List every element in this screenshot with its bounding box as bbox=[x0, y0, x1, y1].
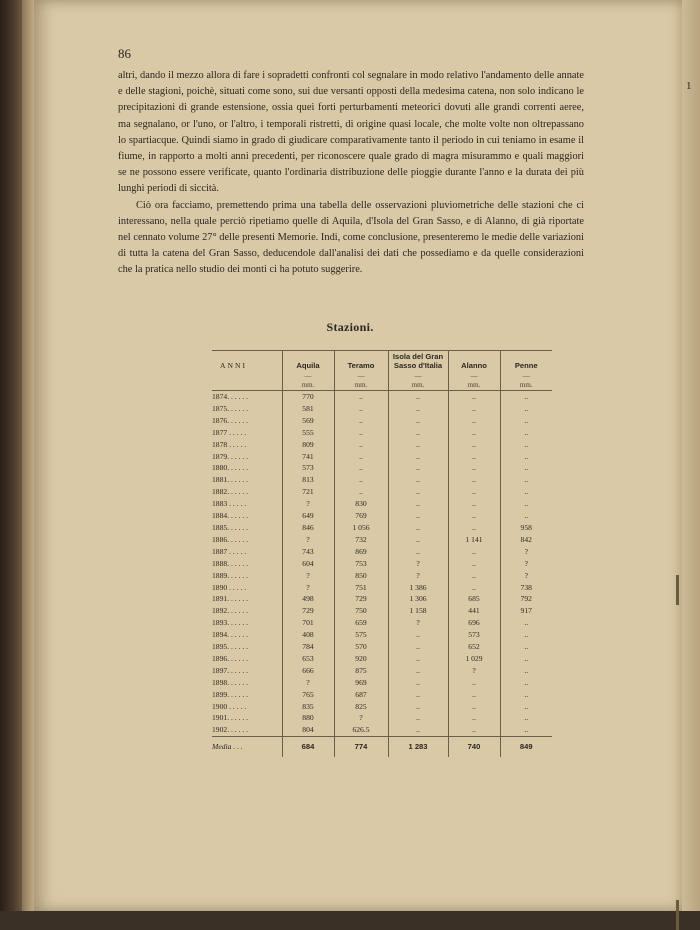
year-cell: 1875. . . . . . bbox=[212, 403, 249, 413]
value-cell: 1 306 bbox=[388, 593, 448, 605]
value-cell: 696 bbox=[448, 617, 500, 629]
table-row bbox=[212, 701, 552, 713]
value-cell: .. bbox=[388, 712, 448, 724]
value-cell: .. bbox=[500, 665, 552, 677]
year-cell: 1881. . . . . . bbox=[212, 475, 249, 485]
value-cell: .. bbox=[388, 498, 448, 510]
value-cell: 652 bbox=[448, 641, 500, 653]
year-cell: 1897. . . . . . bbox=[212, 665, 249, 675]
year-cell: 1889. . . . . . bbox=[212, 570, 249, 580]
value-cell: ? bbox=[388, 617, 448, 629]
table-row bbox=[212, 510, 552, 522]
value-cell: 753 bbox=[334, 558, 388, 570]
year-cell: 1882. . . . . . bbox=[212, 487, 249, 497]
table-row bbox=[212, 570, 552, 582]
table-row bbox=[212, 653, 552, 665]
value-cell: 604 bbox=[282, 558, 334, 570]
value-cell: .. bbox=[334, 439, 388, 451]
value-cell: ? bbox=[334, 712, 388, 724]
value-cell: .. bbox=[500, 712, 552, 724]
value-cell: .. bbox=[388, 403, 448, 415]
value-cell: 732 bbox=[334, 534, 388, 546]
value-cell: .. bbox=[388, 665, 448, 677]
value-cell: 842 bbox=[500, 534, 552, 546]
table-row bbox=[212, 546, 552, 558]
next-page-edge bbox=[682, 0, 700, 911]
table-row bbox=[212, 712, 552, 724]
value-cell: 649 bbox=[282, 510, 334, 522]
value-cell: .. bbox=[388, 474, 448, 486]
value-cell: .. bbox=[388, 534, 448, 546]
mean-value: 1 283 bbox=[388, 737, 448, 758]
value-cell: .. bbox=[334, 462, 388, 474]
value-cell: .. bbox=[448, 451, 500, 463]
table-title: Stazioni. bbox=[326, 320, 374, 334]
table-row bbox=[212, 498, 552, 510]
value-cell: .. bbox=[500, 701, 552, 713]
value-cell: .. bbox=[388, 677, 448, 689]
value-cell: .. bbox=[500, 724, 552, 736]
year-cell: 1893. . . . . . bbox=[212, 618, 249, 628]
value-cell: .. bbox=[388, 701, 448, 713]
page-number: 86 bbox=[118, 46, 131, 61]
value-cell: .. bbox=[334, 391, 388, 403]
paragraph: altri, dando il mezzo allora di fare i sopradetti confronti col segnalare in modo relativo l'andamento delle annate e delle stagioni, poichè, situati come sono, sui due versanti opposti della medesima catena, non solo indicano le precipitazioni di grande estensione, ossia quei forti perturbamenti meteorici dovuti alle grandi correnti aeree, ma segnalano, or l'uno, or l'altro, i temporali ristretti, di origine quasi locale, che molte volte non oltrepassano lo spartiacque. Quindi siamo in grado di giudicare comparativamente tanto il periodo in cui teniamo in esame il fiume, in rapporto a molti anni precedenti, per riconoscere quale grado di magra misurammo e quali maggiori se ne possono essere verificate, quanto l'ordinaria distribuzione delle pioggie durante l'anno e la durata dei più lunghi periodi di siccità. bbox=[118, 70, 584, 195]
year-cell: 1879. . . . . . bbox=[212, 451, 249, 461]
value-cell: .. bbox=[448, 439, 500, 451]
value-cell: .. bbox=[448, 415, 500, 427]
year-cell: 1886. . . . . . bbox=[212, 534, 249, 544]
value-cell: ? bbox=[500, 570, 552, 582]
mean-value: 740 bbox=[448, 737, 500, 758]
value-cell: ? bbox=[282, 677, 334, 689]
value-cell: 741 bbox=[282, 451, 334, 463]
value-cell: 1 386 bbox=[388, 582, 448, 594]
value-cell: .. bbox=[448, 522, 500, 534]
value-cell: .. bbox=[500, 403, 552, 415]
value-cell: .. bbox=[448, 701, 500, 713]
unit-cell: — mm. bbox=[282, 372, 334, 391]
year-cell: 1891. . . . . . bbox=[212, 594, 249, 604]
value-cell: 581 bbox=[282, 403, 334, 415]
value-cell: ? bbox=[388, 570, 448, 582]
value-cell: 687 bbox=[334, 689, 388, 701]
value-cell: .. bbox=[388, 629, 448, 641]
body-text bbox=[118, 68, 584, 279]
column-header: Aquila bbox=[282, 351, 334, 373]
value-cell: ? bbox=[388, 558, 448, 570]
year-cell: 1887 . . . . . bbox=[212, 546, 247, 556]
value-cell: 575 bbox=[334, 629, 388, 641]
value-cell: .. bbox=[500, 677, 552, 689]
value-cell: .. bbox=[500, 415, 552, 427]
value-cell: 498 bbox=[282, 593, 334, 605]
value-cell: 573 bbox=[282, 462, 334, 474]
column-header: Alanno bbox=[448, 351, 500, 373]
mean-value: 849 bbox=[500, 737, 552, 758]
table-row bbox=[212, 451, 552, 463]
value-cell: 1 056 bbox=[334, 522, 388, 534]
table-row bbox=[212, 582, 552, 594]
table-row bbox=[212, 474, 552, 486]
value-cell: 770 bbox=[282, 391, 334, 403]
column-header: Teramo bbox=[334, 351, 388, 373]
year-cell: 1888. . . . . . bbox=[212, 558, 249, 568]
book-spine bbox=[0, 0, 22, 911]
value-cell: .. bbox=[388, 451, 448, 463]
margin-tick bbox=[676, 900, 679, 930]
value-cell: ? bbox=[282, 498, 334, 510]
unit-cell: — mm. bbox=[500, 372, 552, 391]
year-cell: 1900 . . . . . bbox=[212, 701, 247, 711]
mean-row bbox=[212, 737, 552, 758]
value-cell: 653 bbox=[282, 653, 334, 665]
column-header: Penne bbox=[500, 351, 552, 373]
column-header: Isola del Gran Sasso d'Italia bbox=[388, 351, 448, 373]
value-cell: 920 bbox=[334, 653, 388, 665]
column-header-years: ANNI bbox=[212, 351, 282, 373]
table-row bbox=[212, 689, 552, 701]
value-cell: .. bbox=[500, 498, 552, 510]
value-cell: .. bbox=[334, 403, 388, 415]
unit-cell: — mm. bbox=[334, 372, 388, 391]
value-cell: ? bbox=[500, 546, 552, 558]
value-cell: .. bbox=[388, 641, 448, 653]
year-cell: 1884. . . . . . bbox=[212, 511, 249, 521]
year-cell: 1901. . . . . . bbox=[212, 713, 249, 723]
value-cell: 880 bbox=[282, 712, 334, 724]
value-cell: 701 bbox=[282, 617, 334, 629]
value-cell: .. bbox=[448, 546, 500, 558]
value-cell: .. bbox=[500, 391, 552, 403]
value-cell: 685 bbox=[448, 593, 500, 605]
value-cell: .. bbox=[448, 403, 500, 415]
table-row bbox=[212, 677, 552, 689]
value-cell: .. bbox=[500, 439, 552, 451]
value-cell: 441 bbox=[448, 605, 500, 617]
value-cell: .. bbox=[388, 462, 448, 474]
value-cell: 804 bbox=[282, 724, 334, 736]
unit-blank bbox=[212, 372, 282, 391]
value-cell: .. bbox=[500, 617, 552, 629]
value-cell: .. bbox=[388, 439, 448, 451]
value-cell: .. bbox=[500, 629, 552, 641]
value-cell: .. bbox=[448, 391, 500, 403]
paragraph: Ciò ora facciamo, premettendo prima una tabella delle osservazioni pluviometriche delle stazioni che ci interessano, nella quale perciò ripetiamo quelle di Aquila, d'Isola del Gran Sasso, e di Alanno, di già riportate nel cennato volume 27° delle presenti Memorie. Indi, come conclusione, presenteremo le medie delle variazioni di tutta la catena del Gran Sasso, deducendole dall'analisi dei dati che possediamo e da quelle considerazioni che la pratica nello studio dei monti ci ha potuto suggerire. bbox=[118, 199, 584, 276]
table-row bbox=[212, 403, 552, 415]
table-row bbox=[212, 486, 552, 498]
table-row bbox=[212, 665, 552, 677]
value-cell: 555 bbox=[282, 427, 334, 439]
value-cell: 958 bbox=[500, 522, 552, 534]
year-cell: 1898. . . . . . bbox=[212, 677, 249, 687]
value-cell: 784 bbox=[282, 641, 334, 653]
value-cell: .. bbox=[448, 712, 500, 724]
value-cell: 765 bbox=[282, 689, 334, 701]
value-cell: .. bbox=[448, 582, 500, 594]
year-cell: 1892. . . . . . bbox=[212, 606, 249, 616]
value-cell: 729 bbox=[282, 605, 334, 617]
mean-value: 684 bbox=[282, 737, 334, 758]
margin-mark: 1 bbox=[686, 80, 692, 92]
value-cell: 729 bbox=[334, 593, 388, 605]
value-cell: .. bbox=[448, 677, 500, 689]
value-cell: .. bbox=[448, 427, 500, 439]
value-cell: .. bbox=[334, 486, 388, 498]
value-cell: .. bbox=[500, 486, 552, 498]
value-cell: 573 bbox=[448, 629, 500, 641]
year-cell: 1896. . . . . . bbox=[212, 653, 249, 663]
table-row bbox=[212, 439, 552, 451]
year-cell: 1877 . . . . . bbox=[212, 427, 247, 437]
table-row bbox=[212, 629, 552, 641]
value-cell: .. bbox=[334, 474, 388, 486]
value-cell: .. bbox=[388, 724, 448, 736]
value-cell: 792 bbox=[500, 593, 552, 605]
value-cell: .. bbox=[334, 427, 388, 439]
value-cell: .. bbox=[388, 653, 448, 665]
year-cell: 1883 . . . . . bbox=[212, 499, 247, 509]
value-cell: .. bbox=[448, 498, 500, 510]
value-cell: 825 bbox=[334, 701, 388, 713]
value-cell: .. bbox=[500, 451, 552, 463]
year-cell: 1880. . . . . . bbox=[212, 463, 249, 473]
value-cell: 869 bbox=[334, 546, 388, 558]
value-cell: .. bbox=[500, 462, 552, 474]
unit-cell: — mm. bbox=[448, 372, 500, 391]
value-cell: 659 bbox=[334, 617, 388, 629]
value-cell: .. bbox=[500, 641, 552, 653]
table-row bbox=[212, 617, 552, 629]
value-cell: .. bbox=[388, 522, 448, 534]
value-cell: 408 bbox=[282, 629, 334, 641]
mean-value: 774 bbox=[334, 737, 388, 758]
value-cell: 569 bbox=[282, 415, 334, 427]
year-cell: 1874. . . . . . bbox=[212, 392, 249, 401]
value-cell: .. bbox=[500, 474, 552, 486]
value-cell: .. bbox=[388, 415, 448, 427]
year-cell: 1885. . . . . . bbox=[212, 522, 249, 532]
table-row bbox=[212, 462, 552, 474]
year-cell: 1894. . . . . . bbox=[212, 630, 249, 640]
table-row bbox=[212, 593, 552, 605]
value-cell: 769 bbox=[334, 510, 388, 522]
value-cell: ? bbox=[448, 665, 500, 677]
value-cell: .. bbox=[388, 510, 448, 522]
value-cell: .. bbox=[448, 570, 500, 582]
value-cell: ? bbox=[282, 582, 334, 594]
value-cell: .. bbox=[448, 486, 500, 498]
value-cell: 750 bbox=[334, 605, 388, 617]
value-cell: .. bbox=[448, 462, 500, 474]
value-cell: .. bbox=[388, 689, 448, 701]
value-cell: .. bbox=[388, 486, 448, 498]
value-cell: 917 bbox=[500, 605, 552, 617]
value-cell: 570 bbox=[334, 641, 388, 653]
value-cell: 666 bbox=[282, 665, 334, 677]
value-cell: .. bbox=[448, 510, 500, 522]
year-cell: 1890 . . . . . bbox=[212, 582, 247, 592]
value-cell: 626.5 bbox=[334, 724, 388, 736]
mean-label: Media . . . bbox=[212, 737, 282, 758]
value-cell: 751 bbox=[334, 582, 388, 594]
year-cell: 1902. . . . . . bbox=[212, 725, 249, 735]
table-row bbox=[212, 415, 552, 427]
value-cell: .. bbox=[500, 510, 552, 522]
table-row bbox=[212, 391, 552, 403]
table-row bbox=[212, 427, 552, 439]
value-cell: 846 bbox=[282, 522, 334, 534]
value-cell: .. bbox=[388, 427, 448, 439]
value-cell: .. bbox=[500, 653, 552, 665]
table-row bbox=[212, 724, 552, 736]
table-row bbox=[212, 522, 552, 534]
year-cell: 1895. . . . . . bbox=[212, 642, 249, 652]
year-cell: 1876. . . . . . bbox=[212, 415, 249, 425]
value-cell: .. bbox=[388, 391, 448, 403]
value-cell: ? bbox=[500, 558, 552, 570]
value-cell: .. bbox=[334, 451, 388, 463]
value-cell: 830 bbox=[334, 498, 388, 510]
value-cell: 721 bbox=[282, 486, 334, 498]
year-cell: 1899. . . . . . bbox=[212, 689, 249, 699]
value-cell: 813 bbox=[282, 474, 334, 486]
value-cell: .. bbox=[334, 415, 388, 427]
unit-cell: — mm. bbox=[388, 372, 448, 391]
value-cell: 875 bbox=[334, 665, 388, 677]
value-cell: 1 158 bbox=[388, 605, 448, 617]
value-cell: 743 bbox=[282, 546, 334, 558]
rainfall-table bbox=[212, 350, 552, 757]
value-cell: .. bbox=[500, 689, 552, 701]
table-row bbox=[212, 605, 552, 617]
value-cell: .. bbox=[448, 724, 500, 736]
value-cell: .. bbox=[448, 689, 500, 701]
value-cell: .. bbox=[500, 427, 552, 439]
value-cell: ? bbox=[282, 570, 334, 582]
value-cell: 835 bbox=[282, 701, 334, 713]
value-cell: 1 141 bbox=[448, 534, 500, 546]
value-cell: 809 bbox=[282, 439, 334, 451]
value-cell: 969 bbox=[334, 677, 388, 689]
table-row bbox=[212, 558, 552, 570]
value-cell: 1 029 bbox=[448, 653, 500, 665]
value-cell: 738 bbox=[500, 582, 552, 594]
value-cell: .. bbox=[448, 474, 500, 486]
value-cell: .. bbox=[448, 558, 500, 570]
value-cell: 850 bbox=[334, 570, 388, 582]
table-row bbox=[212, 534, 552, 546]
margin-tick bbox=[676, 575, 679, 605]
value-cell: .. bbox=[388, 546, 448, 558]
value-cell: ? bbox=[282, 534, 334, 546]
year-cell: 1878 . . . . . bbox=[212, 439, 247, 449]
table-row bbox=[212, 641, 552, 653]
